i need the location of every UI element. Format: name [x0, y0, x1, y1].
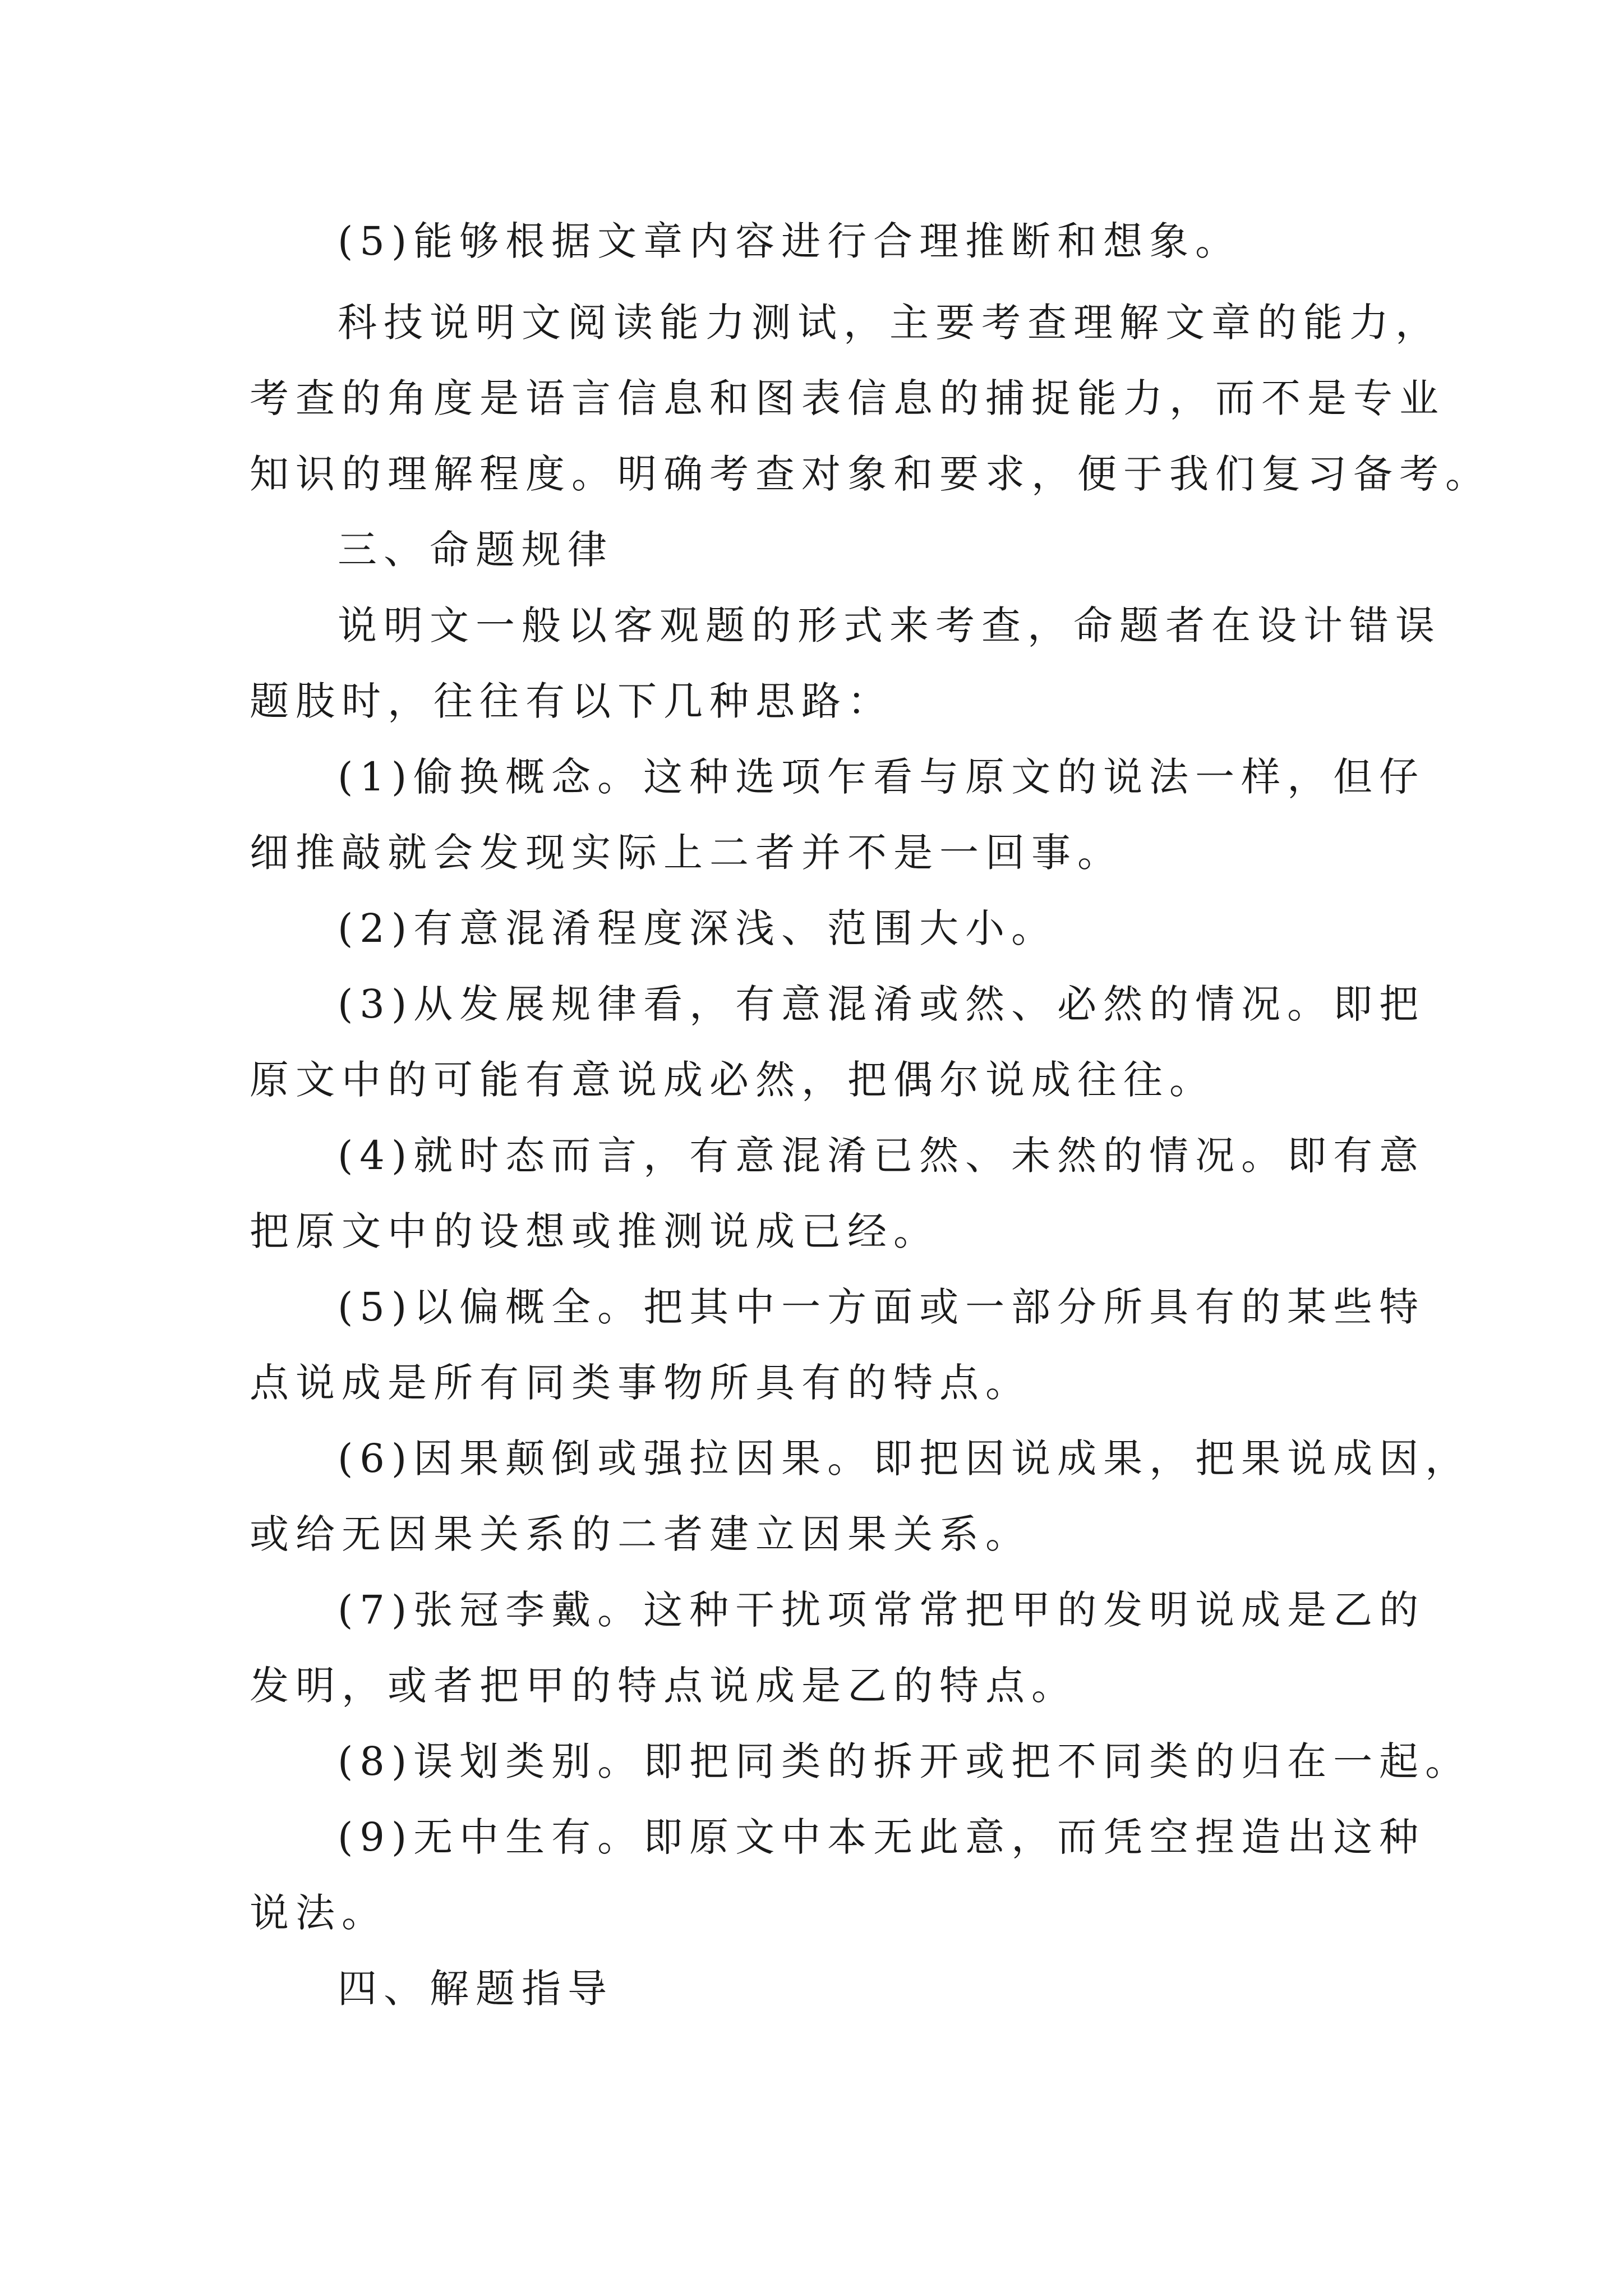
paragraph-line: 知识的理解程度。明确考查对象和要求，便于我们复习备考。 — [250, 451, 1491, 497]
paragraph-line: (7)张冠李戴。这种干扰项常常把甲的发明说成是乙的 — [338, 1587, 1426, 1633]
paragraph-line: (5)以偏概全。把其中一方面或一部分所具有的某些特 — [338, 1284, 1426, 1330]
paragraph-line: 原文中的可能有意说成必然，把偶尔说成往往。 — [250, 1057, 1215, 1103]
paragraph-line: 细推敲就会发现实际上二者并不是一回事。 — [250, 830, 1123, 876]
paragraph-line: 考查的角度是语言信息和图表信息的捕捉能力，而不是专业 — [250, 375, 1445, 421]
paragraph-line: 题肢时，往往有以下几种思路： — [250, 678, 893, 724]
paragraph-line: 说明文一般以客观题的形式来考查，命题者在设计错误 — [338, 602, 1441, 648]
paragraph-line: (8)误划类别。即把同类的拆开或把不同类的归在一起。 — [338, 1738, 1472, 1784]
section-heading: 三、命题规律 — [338, 527, 614, 573]
paragraph-line: 点说成是所有同类事物所具有的特点。 — [250, 1360, 1031, 1406]
paragraph-line: (5)能够根据文章内容进行合理推断和想象。 — [338, 218, 1242, 264]
paragraph-line: (2)有意混淆程度深浅、范围大小。 — [338, 905, 1058, 951]
paragraph-line: 或给无因果关系的二者建立因果关系。 — [250, 1511, 1031, 1557]
paragraph-line: 发明，或者把甲的特点说成是乙的特点。 — [250, 1663, 1077, 1709]
paragraph-line: 科技说明文阅读能力测试，主要考查理解文章的能力， — [338, 300, 1441, 346]
paragraph-line: (9)无中生有。即原文中本无此意，而凭空捏造出这种 — [338, 1814, 1426, 1860]
paragraph-line: (6)因果颠倒或强拉因果。即把因说成果，把果说成因， — [338, 1435, 1472, 1481]
paragraph-line: (4)就时态而言，有意混淆已然、未然的情况。即有意 — [338, 1133, 1426, 1179]
paragraph-line: 说法。 — [250, 1890, 388, 1936]
section-heading: 四、解题指导 — [338, 1966, 614, 2012]
paragraph-line: (1)偷换概念。这种选项乍看与原文的说法一样，但仔 — [338, 754, 1426, 800]
paragraph-line: (3)从发展规律看，有意混淆或然、必然的情况。即把 — [338, 981, 1426, 1027]
paragraph-line: 把原文中的设想或推测说成已经。 — [250, 1208, 939, 1254]
